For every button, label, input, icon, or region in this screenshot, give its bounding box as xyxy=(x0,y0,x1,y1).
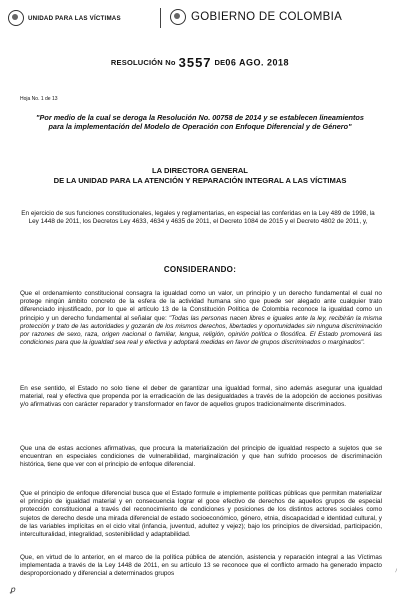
resolution-number: 3557 xyxy=(178,55,212,70)
resolution-label: RESOLUCIÓN No xyxy=(110,58,176,67)
paragraph-material-equality: En ese sentido, el Estado no solo tiene el deber de garantizar una igualdad formal, sino además asegurar una igualdad material, real y efectiva que propenda por la erradicación de las desigualdades a través de la adopción de acciones positivas y/o afirmativas con carácter reparador y transformador en favor de aquellos grupos tradicionalmente discriminados. xyxy=(20,385,382,409)
sheet-number: Hoja No. 1 de 13 xyxy=(20,96,58,102)
authority-entity: DE LA UNIDAD PARA LA ATENCIÓN Y REPARACIÓN INTEGRAL A LAS VÍCTIMAS xyxy=(53,176,347,186)
government-logo-text: GOBIERNO DE COLOMBIA xyxy=(191,11,343,23)
government-logo xyxy=(170,9,342,25)
paragraph-equality xyxy=(20,290,382,347)
resolution-line xyxy=(0,55,400,70)
header-divider xyxy=(160,8,161,28)
seal-icon xyxy=(8,10,24,26)
paragraph-affirmative-actions: Que una de estas acciones afirmativas, que procura la materialización del principio de igualdad respecto a sujetos que se encuentran en especiales condiciones de vulnerabilidad, marginalización y que han sufrido procesos de discriminación histórica, tiene que ver con el principio de enfoque diferencial. xyxy=(20,445,382,469)
issuing-authority xyxy=(20,166,380,186)
victims-unit-logo xyxy=(8,10,121,26)
margin-mark: / xyxy=(395,568,397,574)
paragraph-law-1448: Que, en virtud de lo anterior, en el marco de la política pública de atención, asistencia y reparación integral a las Víctimas implementada a través de la Ley 1448 de 2011, en su artículo 13 se reconoce que el conflicto armado ha generado impacto desproporcionado y diferencial a determinados grupos xyxy=(20,554,382,578)
legal-basis: En ejercicio de sus funciones constitucionales, legales y reglamentarias, en especial las conferidas en la Ley 489 de 1998, la Ley 1448 de 2011, los Decretos Ley 4633, 4634 y 4635 de 2011, el Decreto 1084 de 2015 y el Decreto 4802 de 2011, y, xyxy=(21,210,375,226)
victims-unit-logo-text: UNIDAD PARA LAS VÍCTIMAS xyxy=(28,14,121,22)
resolution-date: 06 AGO. 2018 xyxy=(225,57,290,68)
coat-of-arms-icon xyxy=(170,9,186,25)
paragraph-equality-text: Que el ordenamiento constitucional consagra la igualdad como un valor, un principio y un derecho fundamental el cual no protege ningún ámbito concreto de la esfera de la actividad humana sino que puede ser alegado ante cualquier trato diferenciado injustificado, por lo que el artículo 13 de la Constitución Política de Colombia reconoce la igualdad como un principio y un derecho fundamental al señalar que: xyxy=(20,290,382,322)
document-title: "Por medio de la cual se deroga la Resolución No. 00758 de 2014 y se establecen lineamientos para la implementación del Modelo de Operación con Enfoque Diferencial y de Género" xyxy=(36,113,364,131)
constitution-quote: "Todas las personas nacen libres e iguales ante la ley, recibirán la misma protección y trato de las autoridades y gozarán de los mismos derechos, libertades y oportunidades sin ninguna discriminación por razones de sexo, raza, origen nacional o familiar, lengua, religión, opinión política o filosófica. El Estado promoverá las condiciones para que la igualdad sea real y efectiva y adoptará medidas en favor de grupos discriminados o marginados". xyxy=(20,314,382,347)
paragraph-differential-approach: Que el principio de enfoque diferencial busca que el Estado formule e implemente políticas públicas que permitan materializar el principio de igualdad material y en consecuencia lograr el goce efectivo de derechos de aquellos grupos de especial protección constitucional a través del reconocimiento de condiciones y posiciones de los distintos actores sociales como sujetos de derecho desde una mirada diferencial de estado socioeconómico, género, etnia, discapacidad e identidad cultural, y de las variables implícitas en el ciclo vital (infancia, juventud, adultez y vejez); bajo los principios de diversidad, participación, interculturalidad, integralidad, sostenibilidad y adaptabilidad. xyxy=(20,490,382,538)
handwritten-initials: ꝑ xyxy=(10,585,16,594)
authority-title: LA DIRECTORA GENERAL xyxy=(152,166,248,175)
resolution-date-prefix: DE xyxy=(214,58,226,67)
considerando-heading: CONSIDERANDO: xyxy=(163,265,237,274)
